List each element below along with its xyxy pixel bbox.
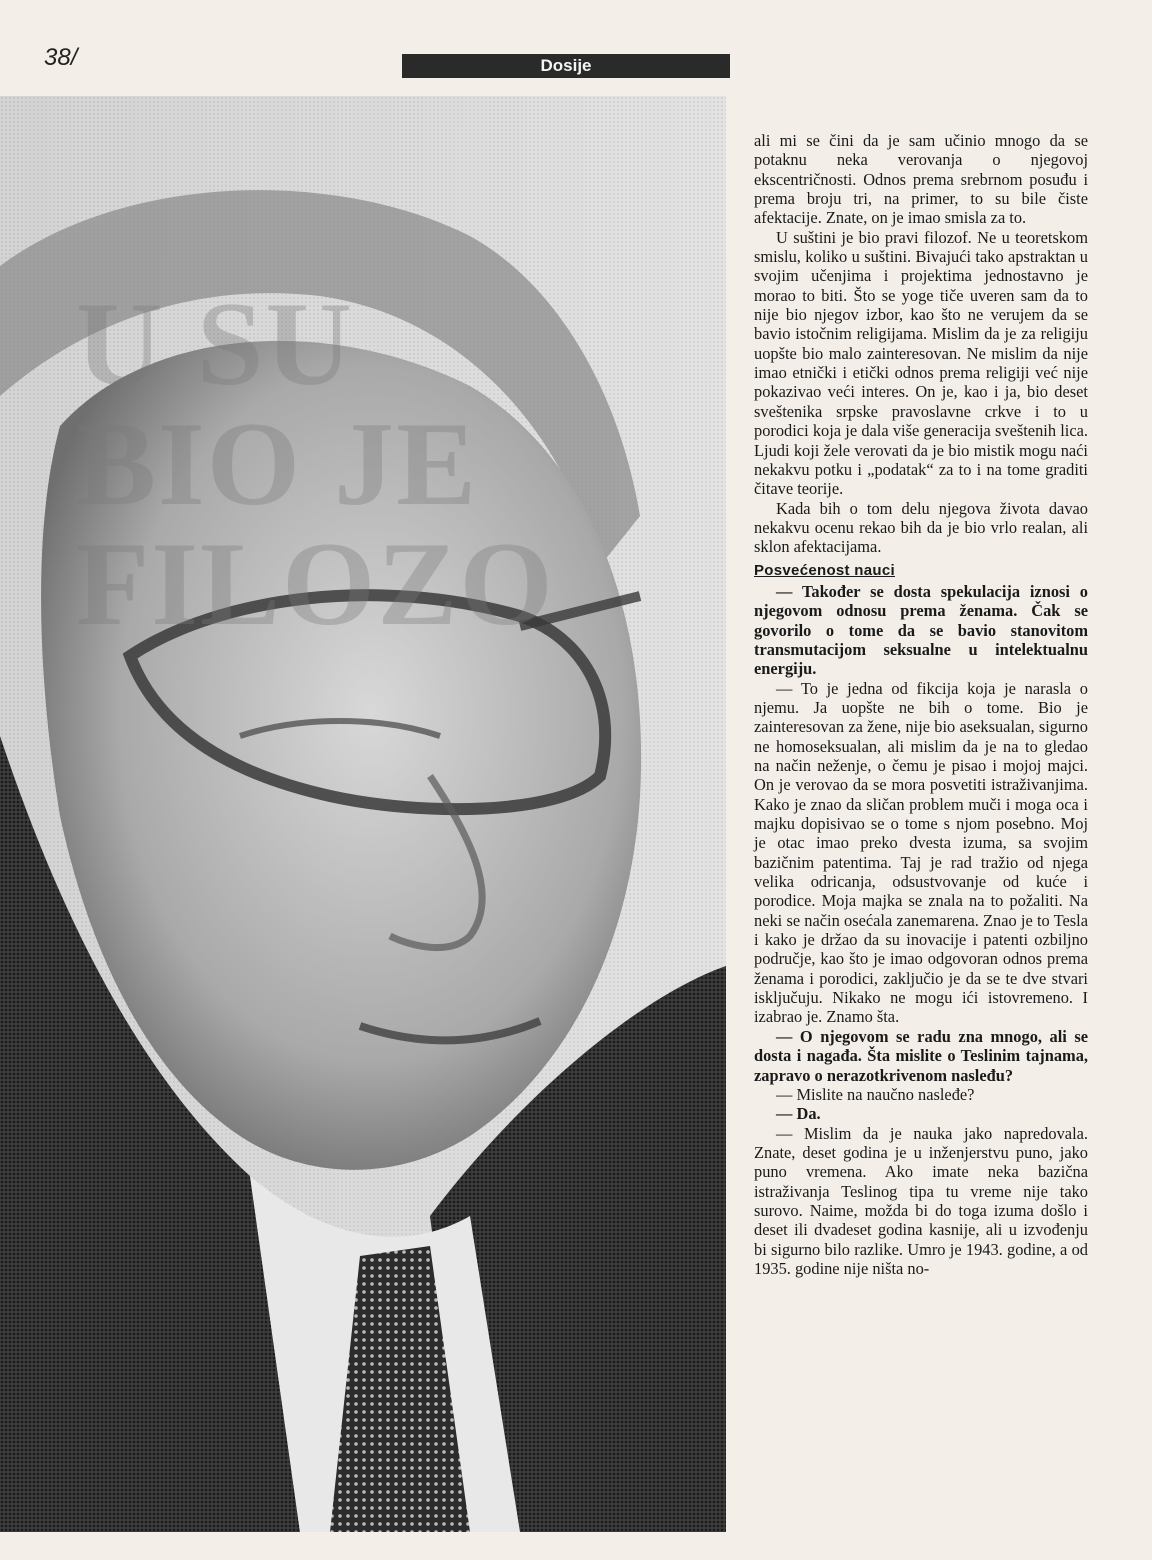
interview-answer: — Mislim da je nauka jako napredovala. Znate, deset godina je u inženjerstvu puno, jako puno vremena. Ako imate neka bazična istraživanja Teslinog tipa tu vreme nije tako surovo. Naime, možda bi do toga izuma došlo i deset ili dvadeset godina kasnije, ali u izvođenju bi sigurno bilo razlike. Umro je 1943. godine, a od 1935. godine nije ništa no- — [754, 1123, 1088, 1278]
portrait-photo — [0, 96, 726, 1532]
article-paragraph: U suštini je bio pravi filozof. Ne u teoretskom smislu, koliko u suštini. Bivajući tako apstraktan u svojim učenjima i projektima jednostavno je morao to biti. Što se yoge tiče uveren sam da to nije bio njegov izbor, kao što ne verujem da se bavio istočnim religijama. Mislim da je za religiju uopšte bio malo zainteresovan. Ne mislim da nije imao etnički i etički odnos prema religiji već nije pokazivao veći interes. On je, kao i ja, bio deset sveštenika srpske pravoslavne crkve i to u porodici koja je dala više generacija sveštenih lica. Ljudi koji žele verovati da je bio mistik mogu naći nekakvu potku i „podatak“ za to i na tome graditi čitave teorije. — [754, 227, 1088, 499]
section-banner: Dosije — [402, 54, 730, 78]
article-subheading: Posvećenost nauci — [754, 561, 895, 579]
interview-question: — Također se dosta spekulacija iznosi o njegovom odnosu prema ženama. Čak se govorilo o tome da se bavio stanovitom transmutacijom seksualne u intelektualnu energiju. — [754, 581, 1088, 679]
faded-background-headline: U SU BIO JE FILOZO — [76, 277, 555, 650]
page-number: 38/ — [44, 44, 78, 71]
article-paragraph: ali mi se čini da je sam učinio mnogo da se potaknu neka verovanja o njegovoj ekscentričnosti. Odnos prema srebrnom posuđu i prema broju tri, na primer, to su bile čiste afektacije. Znate, on je imao smisla za to. — [754, 131, 1088, 228]
interview-question: — Da. — [776, 1104, 821, 1124]
interview-answer: — Mislite na naučno nasleđe? — [776, 1084, 975, 1104]
article-paragraph: Kada bih o tom delu njegova života davao nekakvu ocenu rekao bih da je bio vrlo realan, ali sklon afektacijama. — [754, 498, 1088, 557]
article-column — [754, 131, 1088, 1278]
interview-answer: — To je jedna od fikcija koja je narasla o njemu. Ja uopšte ne bih o tome. Bio je zainteresovan za žene, nije bio aseksualan, sigurno ne homoseksualan, ali mislim da je na to gledao na način neženje, o čemu je pisao i mojoj majci. On je verovao da se mora posvetiti istraživanjima. Kako je znao da sličan problem muči i moga oca i majku dopisivao se o tome s njom posebno. Moj je otac imao preko dvesta izuma, sa svojim bazičnim patentima. Taj je rad tražio od njega velika odricanja, odsustvovanje od kuće i porodice. Moja majka se znala na to požaliti. Na neki se način osećala zanemarena. Znao je to Tesla i kako je držao da su inovacije i patenti ozbiljno područje, kao što je imao odgovoran odnos prema ženama i porodici, zaključio je da se te dve stvari isključuju. Nikako ne mogu ići istovremeno. I izabrao je. Znamo šta. — [754, 678, 1088, 1027]
interview-question: — O njegovom se radu zna mnogo, ali se dosta i nagađa. Šta mislite o Teslinim tajnama, zapravo o nerazotkrivenom nasleđu? — [754, 1026, 1088, 1085]
